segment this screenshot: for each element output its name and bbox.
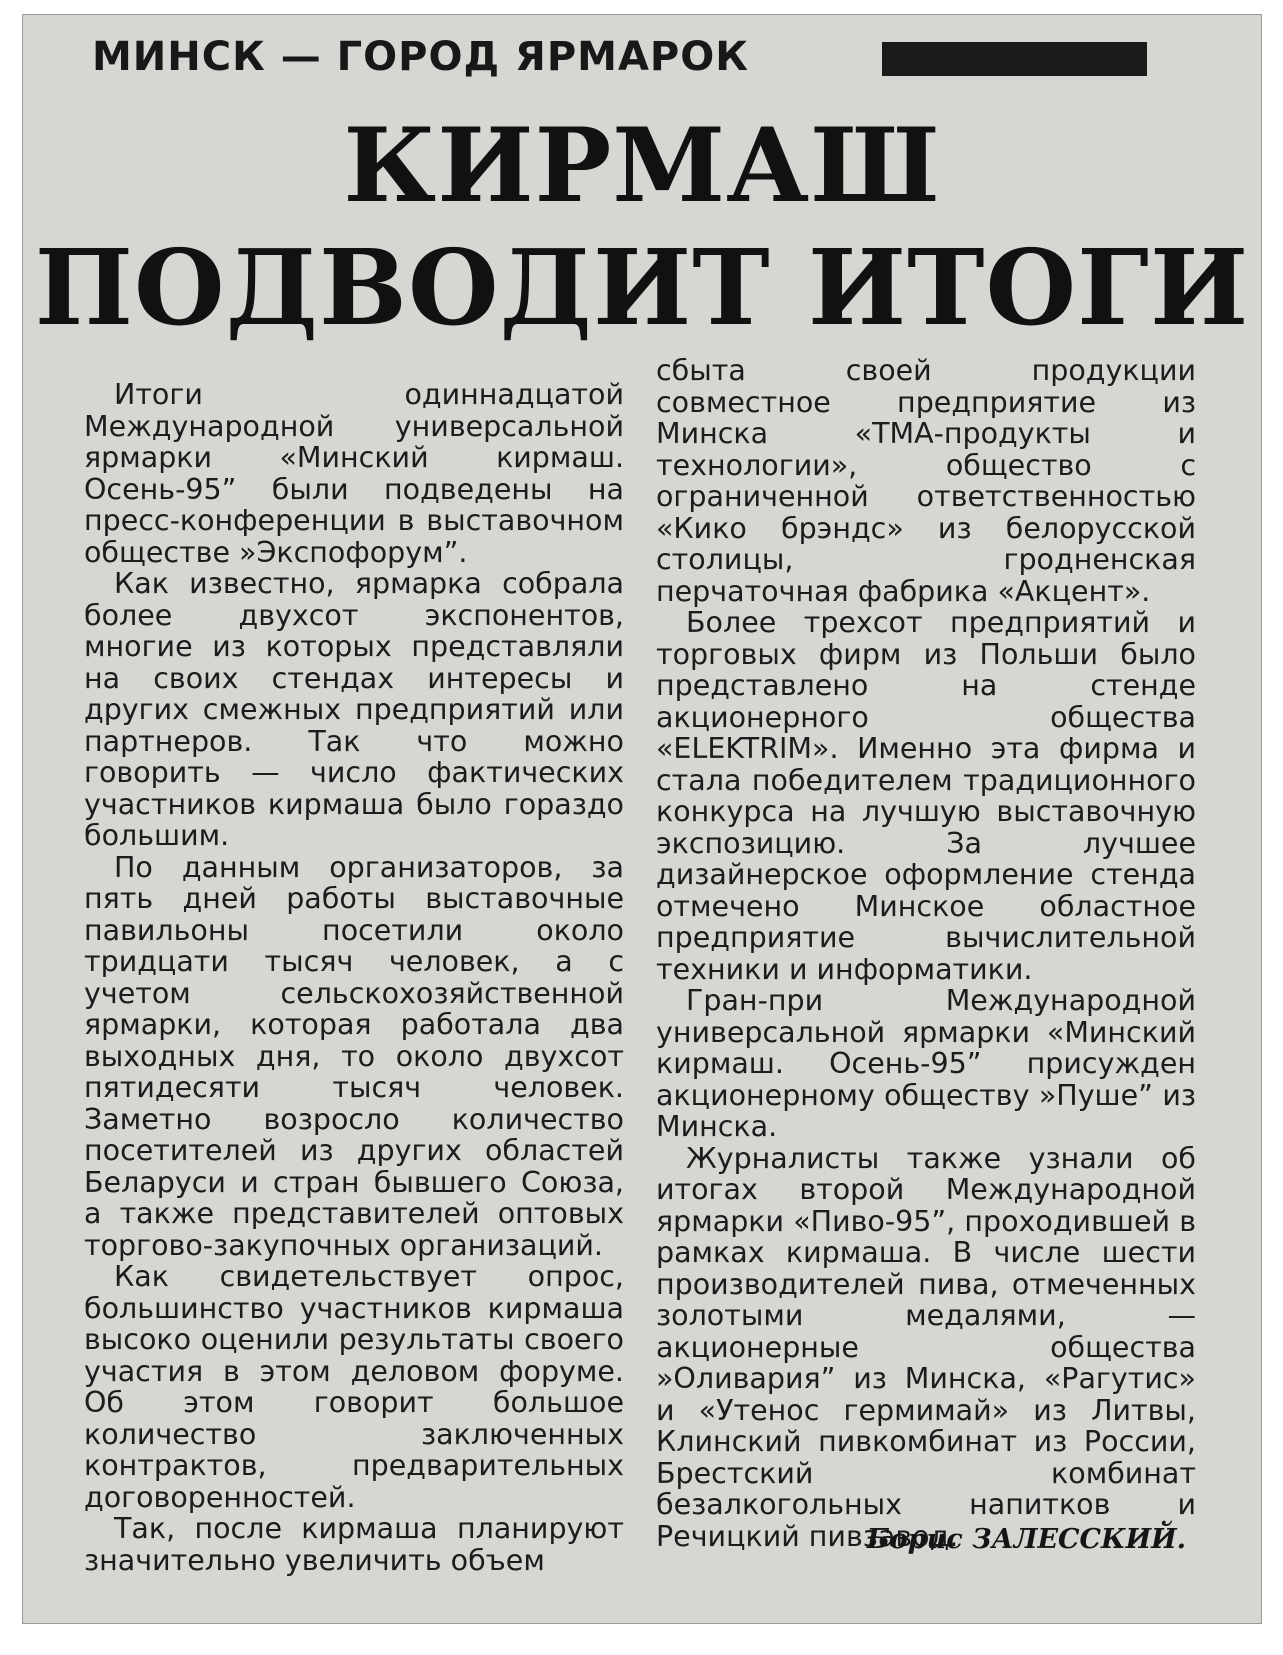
paragraph: Журналисты также узнали об итогах второй Международной ярмарки «Пиво-95”, проходившей в рамках кирмаша. В числе шести производителей пива, отмеченных золотыми медалями, — акционерные общества »Оливария” из Минска, «Рагутис» и «Утенос гермимай» из Литвы, Клинский пивкомбинат из России, Брестский комбинат безалкогольных напитков и Речицкий пивзавод. (656, 1141, 1196, 1553)
paragraph: Как известно, ярмарка собрала более двухсот экспонентов, многие из которых представляли на своих стендах интересы и других смежных предприятий или партнеров. Так что можно говорить — число фактических участников кирмаша было гораздо большим. (84, 567, 624, 852)
author-signature: Борис ЗАЛЕССКИЙ. (866, 1524, 1186, 1555)
paragraph: Так, после кирмаша планируют значительно увеличить объем (84, 1512, 624, 1577)
headline-line-2: ПОДВОДИТ ИТОГИ (34, 226, 1250, 349)
paragraph: Гран-при Международной универсальной ярмарки «Минский кирмаш. Осень-95” присужден акционерному обществу »Пуше” из Минска. (656, 984, 1196, 1143)
section-kicker: МИНСК — ГОРОД ЯРМАРОК (92, 34, 749, 80)
article-column-right (656, 355, 1196, 1552)
paragraph: Итоги одиннадцатой Международной универсальной ярмарки «Минский кирмаш. Осень-95” были подведены на пресс-конференции в выставочном обществе »Экспофорум”. (84, 378, 624, 569)
kicker-rule-bar (882, 42, 1147, 76)
article-column-left (84, 379, 624, 1576)
paragraph: Более трехсот предприятий и торговых фирм из Польши было представлено на стенде акционерного общества «ELEKTRIM». Именно эта фирма и стала победителем традиционного конкурса на лучшую выставочную экспозицию. За лучшее дизайнерское оформление стенда отмечено Минское областное предприятие вычислительной техники и информатики. (656, 606, 1196, 986)
paragraph: По данным организаторов, за пять дней работы выставочные павильоны посетили около тридцати тысяч человек, а с учетом сельскохозяйственной ярмарки, которая работала два выходных дня, то около двухсот пятидесяти тысяч человек. Заметно возросло количество посетителей из других областей Беларуси и стран бывшего Союза, а также представителей оптовых торгово-закупочных организаций. (84, 850, 624, 1262)
paragraph: Как свидетельствует опрос, большинство участников кирмаша высоко оценили результаты своего участия в этом деловом форуме. Об этом говорит большое количество заключенных контрактов, предварительных договоренностей. (84, 1260, 624, 1514)
paragraph: сбыта своей продукции совместное предприятие из Минска «ТМА-продукты и технологии», общество с ограниченной ответственностью «Кико брэндс» из белорусской столицы, гродненская перчаточная фабрика «Акцент». (656, 354, 1196, 608)
headline-line-1: КИРМАШ (343, 106, 941, 226)
newspaper-clipping (22, 14, 1262, 1624)
